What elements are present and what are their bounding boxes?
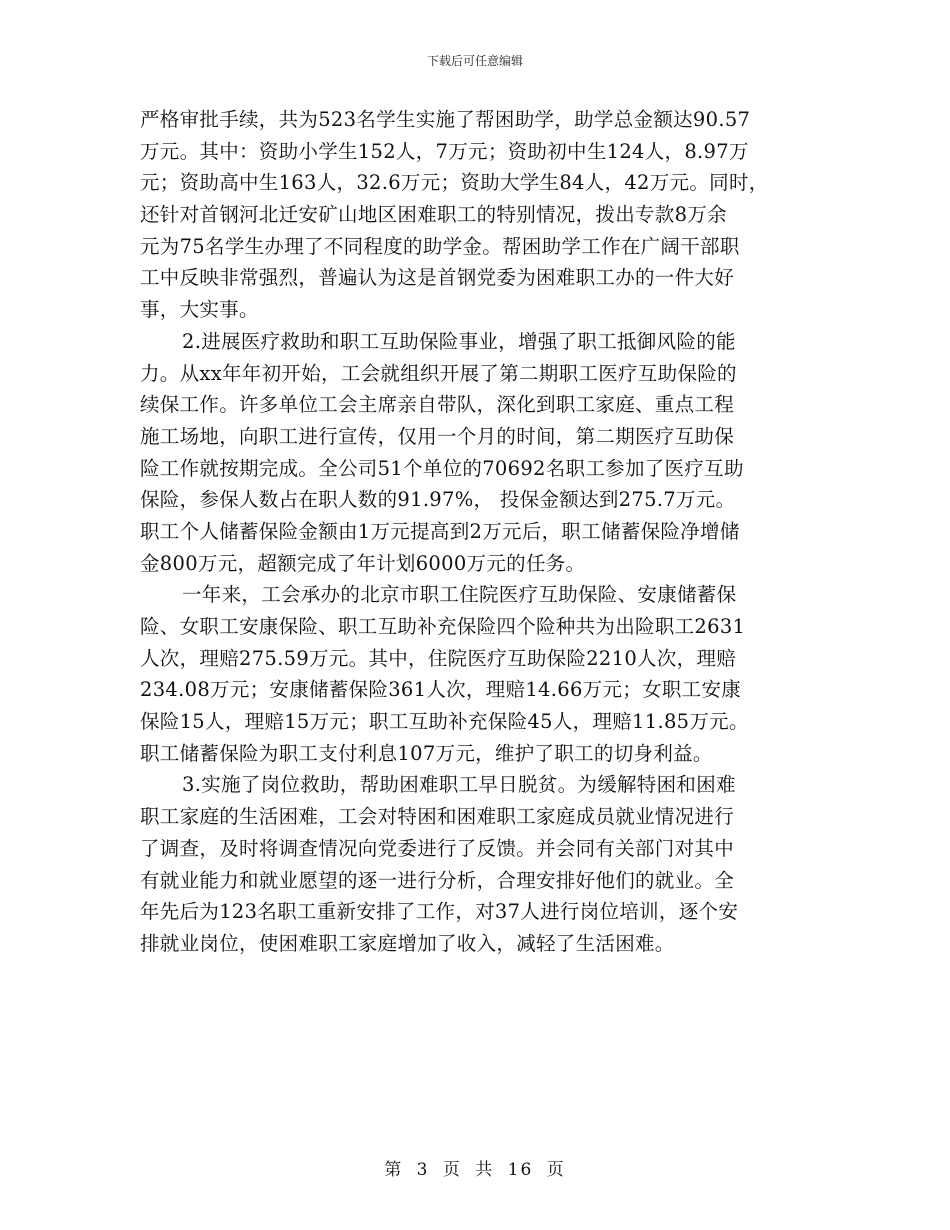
text-line: 险工作就按期完成。全公司51个单位的70692名职工参加了医疗互助 — [140, 456, 744, 480]
text-line: 事，大实事。 — [140, 298, 259, 322]
text-line: 3.实施了岗位救助，帮助困难职工早日脱贫。为缓解特困和困难 — [182, 773, 736, 797]
text-line: 元；资助高中生163人，32.6万元；资助大学生84人，42万元。同时， — [140, 171, 769, 195]
text-line: 了调查，及时将调查情况向党委进行了反馈。并会同有关部门对其中 — [140, 836, 735, 860]
text-line: 工中反映非常强烈，普遍认为这是首钢党委为困难职工办的一件大好 — [140, 266, 735, 290]
text-line: 职工储蓄保险为职工支付利息107万元，维护了职工的切身利益。 — [140, 741, 713, 765]
body-text — [140, 104, 825, 960]
text-line: 严格审批手续，共为523名学生实施了帮困助学，助学总金额达90.57 — [140, 108, 751, 131]
page-header: 下载后可任意编辑 — [426, 54, 523, 68]
text-line: 金800万元，超额完成了年计划6000万元的任务。 — [140, 551, 586, 575]
text-line: 一年来，工会承办的北京市职工住院医疗互助保险、安康储蓄保 — [182, 583, 737, 607]
text-line: 元为75名学生办理了不同程度的助学金。帮困助学工作在广阔干部职 — [140, 234, 740, 258]
text-line: 2.进展医疗救助和职工互助保险事业，增强了职工抵御风险的能 — [182, 329, 736, 353]
text-line: 人次，理赔275.59万元。其中，住院医疗互助保险2210人次，理赔 — [140, 646, 737, 670]
text-line: 排就业岗位，使困难职工家庭增加了收入，减轻了生活困难。 — [140, 931, 675, 955]
text-line: 万元。其中：资助小学生152人，7万元；资助初中生124人，8.97万 — [140, 139, 749, 163]
text-line: 职工个人储蓄保险金额由1万元提高到2万元后，职工储蓄保险净增储 — [140, 519, 740, 543]
text-line: 保险，参保人数占在职人数的91.97%， 投保金额达到275.7万元。 — [140, 488, 736, 512]
text-line: 234.08万元；安康储蓄保险361人次，理赔14.66万元；女职工安康 — [140, 678, 742, 702]
text-line: 险、女职工安康保险、职工互助补充保险四个险种共为出险职工2631 — [140, 615, 746, 638]
text-line: 力。从xx年年初开始，工会就组织开展了第二期职工医疗互助保险的 — [140, 361, 737, 385]
text-line: 年先后为123名职工重新安排了工作，对37人进行岗位培训，逐个安 — [140, 900, 739, 924]
text-line: 有就业能力和就业愿望的逐一进行分析，合理安排好他们的就业。全 — [140, 868, 735, 892]
text-line: 续保工作。许多单位工会主席亲自带队，深化到职工家庭、重点工程 — [140, 393, 735, 417]
text-line: 施工场地，向职工进行宣传，仅用一个月的时间，第二期医疗互助保 — [140, 424, 735, 448]
page-number-footer: 第 3 页 共 16 页 — [384, 1160, 566, 1180]
text-line: 保险15人，理赔15万元；职工互助补充保险45人，理赔11.85万元。 — [140, 710, 749, 734]
text-line: 还针对首钢河北迁安矿山地区困难职工的特别情况，拨出专款8万余 — [140, 203, 727, 227]
text-line: 职工家庭的生活困难，工会对特困和困难职工家庭成员就业情况进行 — [140, 805, 735, 829]
